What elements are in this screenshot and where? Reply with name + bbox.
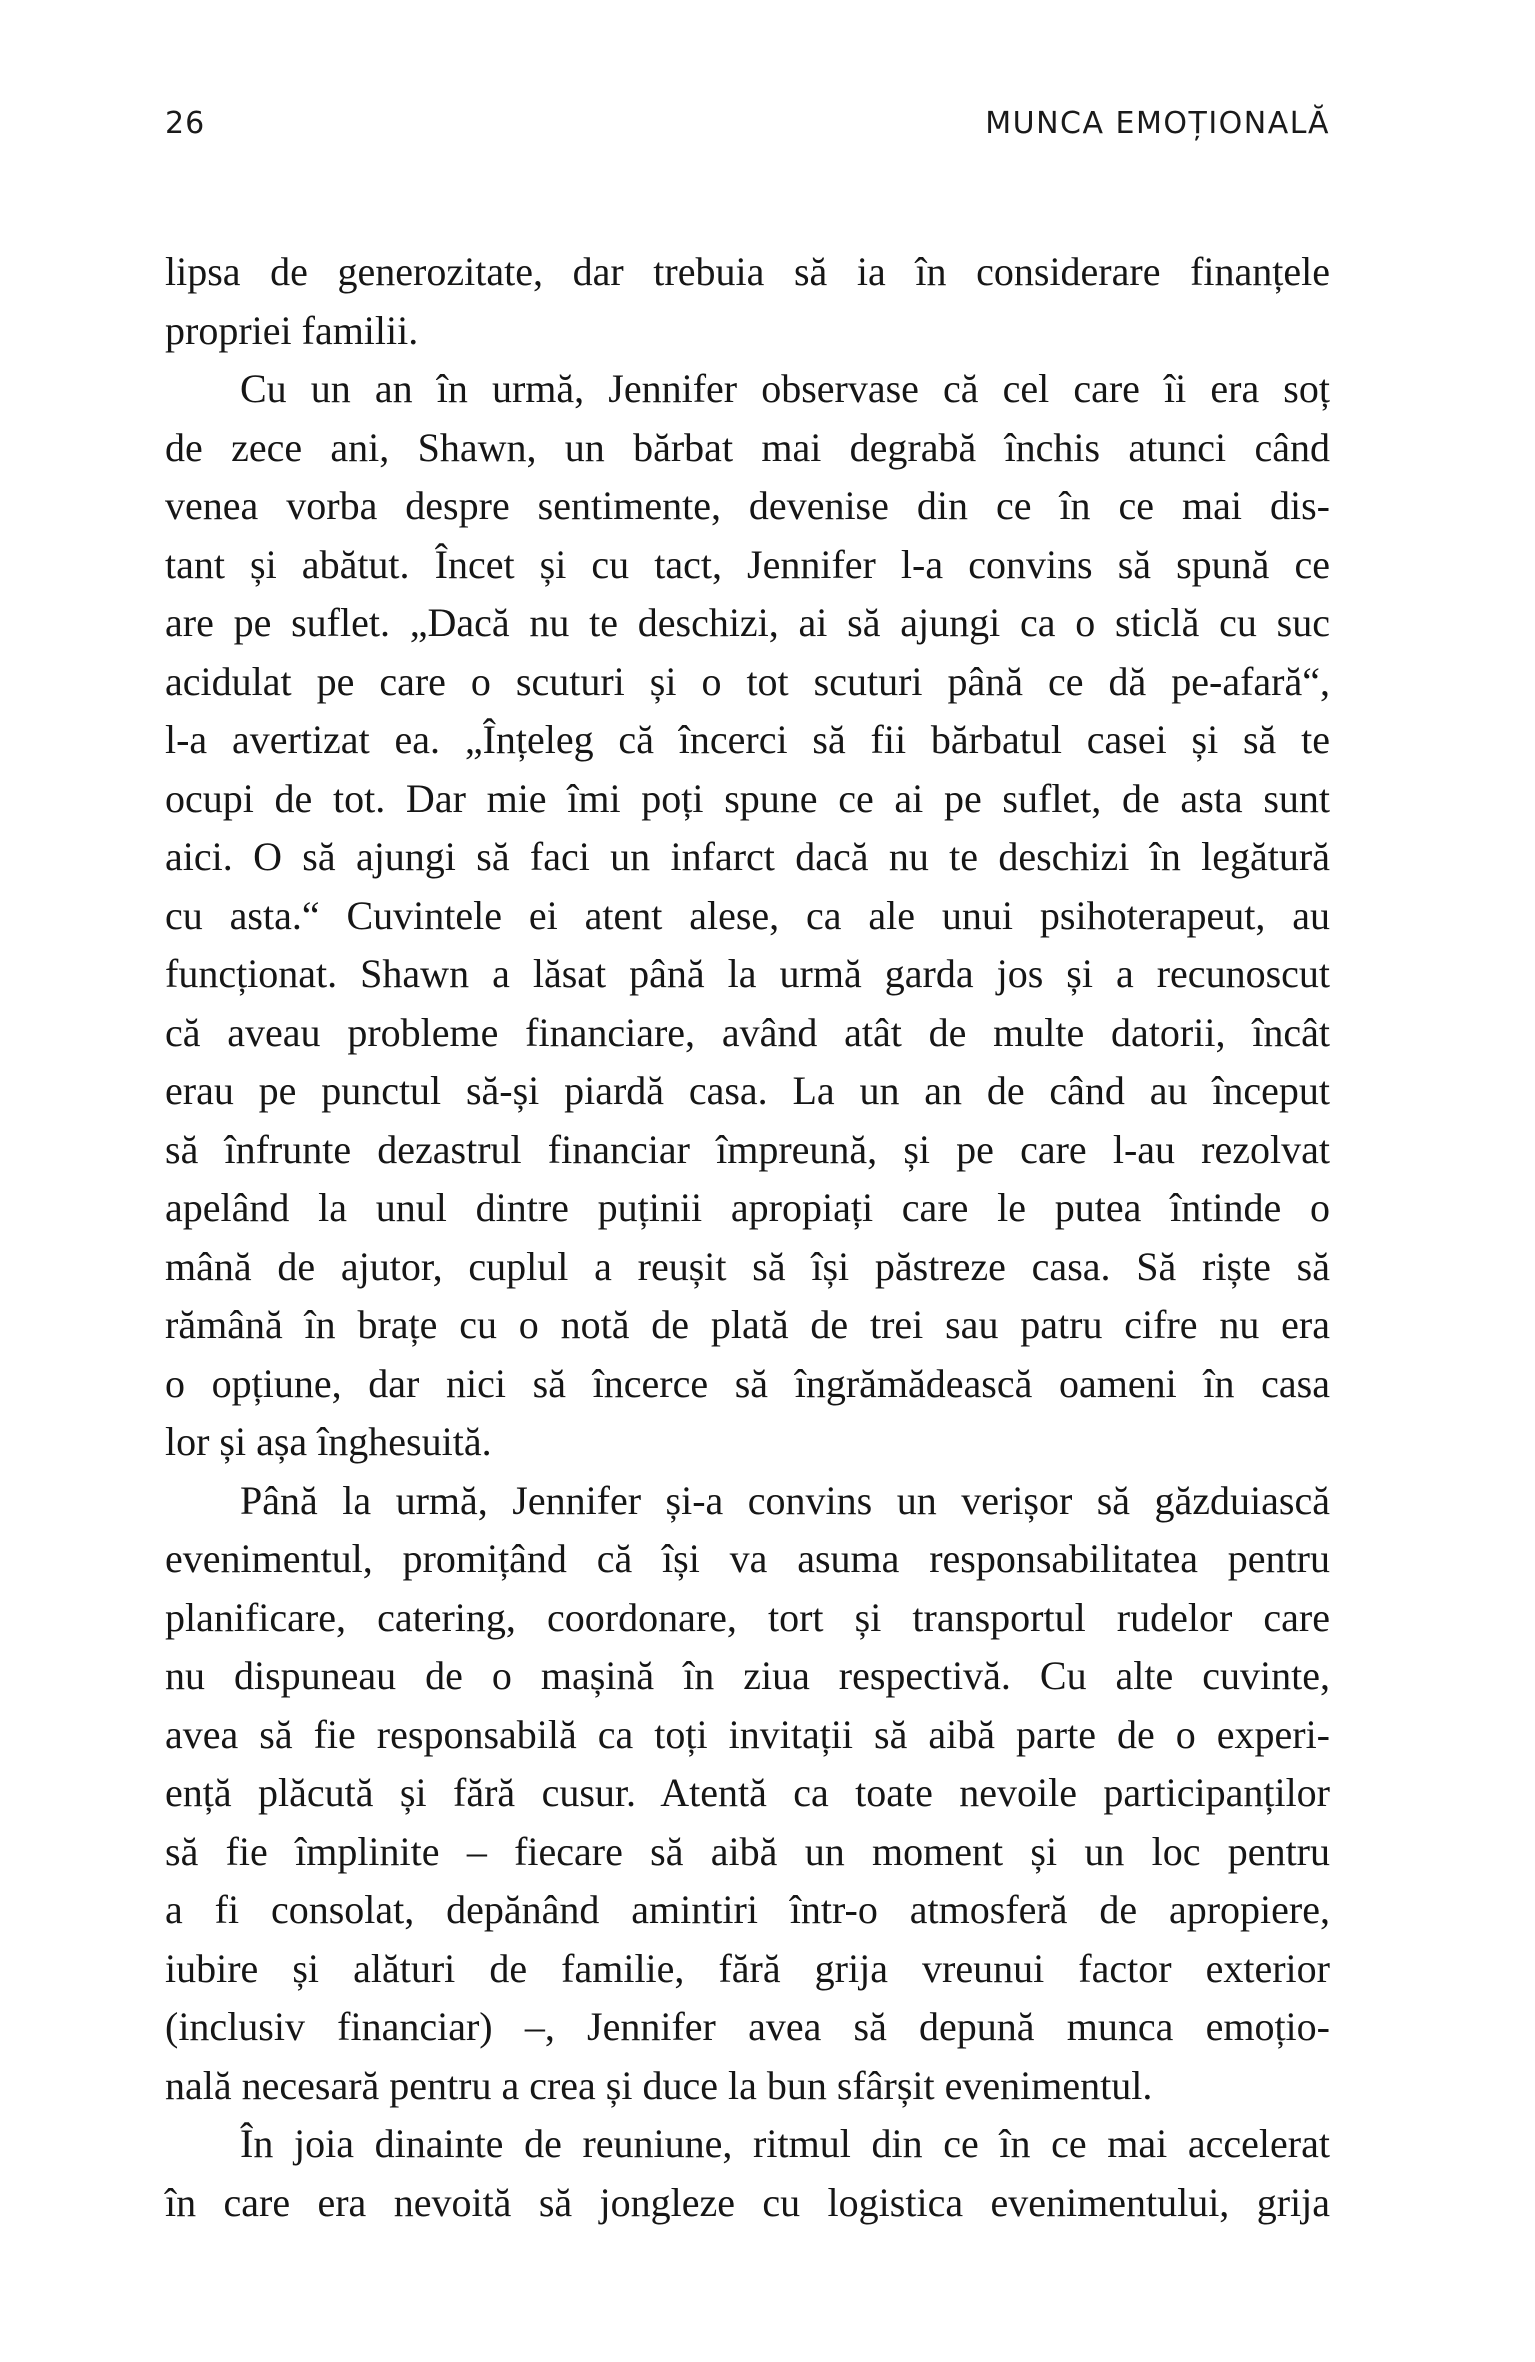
text-line: avea să fie responsabilă ca toți invitații să aibă parte de o experi- (165, 1711, 1330, 1757)
text-line: ocupi de tot. Dar mie îmi poți spune ce ai pe suflet, de asta sunt (165, 775, 1330, 821)
text-line: În joia dinainte de reuniune, ritmul din ce în ce mai accelerat (240, 2121, 1330, 2166)
text-line: propriei familii. (165, 307, 419, 353)
page-number: 26 (165, 106, 206, 141)
text-line: acidulat pe care o scuturi și o tot scuturi până ce dă pe-afară“, (165, 658, 1330, 704)
text-line: rămână în brațe cu o notă de plată de trei sau patru cifre nu era (165, 1302, 1330, 1347)
text-line: a fi consolat, depănând amintiri într-o atmosferă de apropiere, (165, 1887, 1330, 1932)
text-line: apelând la unul dintre puținii apropiați care le putea întinde o (165, 1185, 1330, 1230)
text-line: să înfrunte dezastrul financiar împreună, și pe care l-au rezolvat (165, 1126, 1330, 1172)
text-line: nu dispuneau de o mașină în ziua respectivă. Cu alte cuvinte, (165, 1653, 1330, 1698)
text-line: funcționat. Shawn a lăsat până la urmă garda jos și a recunoscut (165, 951, 1330, 996)
page-header (165, 101, 1330, 141)
text-line: Până la urmă, Jennifer și-a convins un verișor să găzduiască (240, 1477, 1330, 1523)
text-line: erau pe punctul să-și piardă casa. La un an de când au început (165, 1068, 1330, 1113)
text-line: cu asta.“ Cuvintele ei atent alese, ca ale unui psihoterapeut, au (165, 892, 1330, 938)
text-line: lor și așa înghesuită. (165, 1419, 492, 1464)
text-line: are pe suflet. „Dacă nu te deschizi, ai să ajungi ca o sticlă cu suc (165, 600, 1330, 645)
text-line: l-a avertizat ea. „Înțeleg că încerci să fii bărbatul casei și să te (165, 717, 1330, 762)
text-line: că aveau probleme financiare, având atât de multe datorii, încât (165, 1009, 1330, 1055)
text-line: evenimentul, promițând că își va asuma responsabilitatea pentru (165, 1536, 1330, 1581)
text-line: planificare, catering, coordonare, tort și transportul rudelor care (165, 1594, 1330, 1640)
text-line: o opțiune, dar nici să încerce să îngrămădească oameni în casa (165, 1360, 1330, 1406)
text-line: de zece ani, Shawn, un bărbat mai degrabă închis atunci când (165, 424, 1330, 470)
text-line: Cu un an în urmă, Jennifer observase că cel care îi era soț (240, 366, 1330, 411)
body-text (165, 243, 1330, 2232)
text-line: aici. O să ajungi să faci un infarct dacă nu te deschizi în legătură (165, 834, 1330, 879)
text-line: (inclusiv financiar) –, Jennifer avea să depună munca emoțio- (165, 2004, 1330, 2049)
text-line: să fie împlinite – fiecare să aibă un moment și un loc pentru (165, 1828, 1330, 1874)
text-line: ență plăcută și fără cusur. Atentă ca toate nevoile participanților (165, 1770, 1330, 1815)
text-line: iubire și alături de familie, fără grija vreunui factor exterior (165, 1945, 1330, 1991)
text-line: lipsa de generozitate, dar trebuia să ia în considerare finanțele (165, 249, 1330, 294)
text-line: tant și abătut. Încet și cu tact, Jennifer l-a convins să spună ce (165, 541, 1330, 587)
text-line: mână de ajutor, cuplul a reușit să își păstreze casa. Să riște să (165, 1243, 1330, 1289)
text-line: venea vorba despre sentimente, devenise din ce în ce mai dis- (165, 483, 1330, 528)
text-line: nală necesară pentru a crea și duce la bun sfârșit evenimentul. (165, 2062, 1153, 2108)
text-line: în care era nevoită să jongleze cu logistica evenimentului, grija (165, 2179, 1330, 2225)
running-title: MUNCA EMOȚIONALĂ (985, 106, 1330, 141)
